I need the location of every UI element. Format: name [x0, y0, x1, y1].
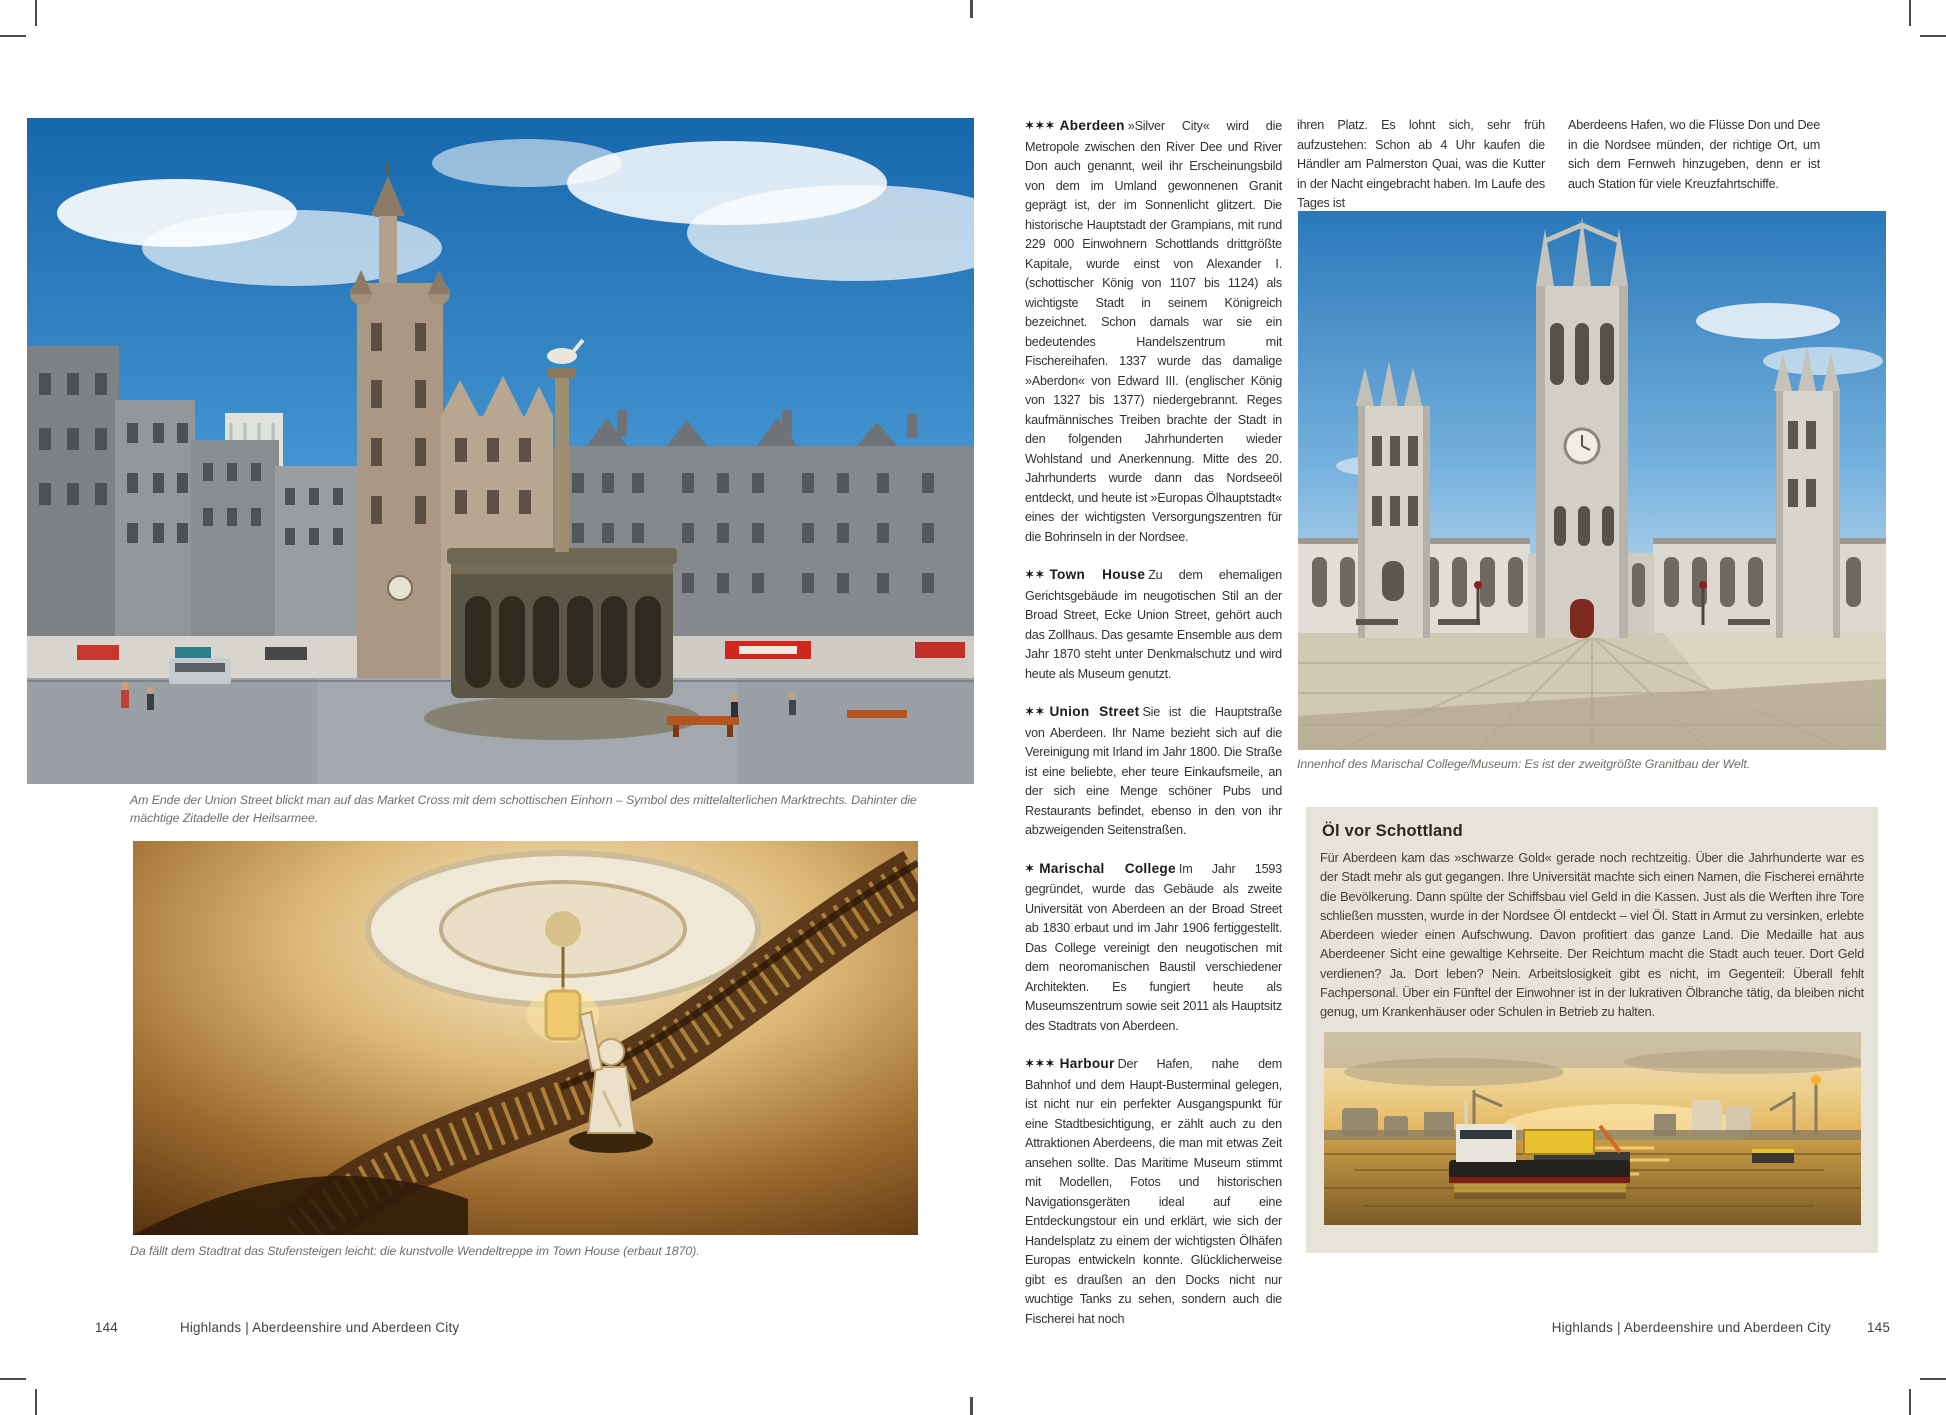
paragraph-harbour-continued: ihren Platz. Es lohnt sich, sehr früh aufzustehen: Schon ab 4 Uhr kaufen die Händler am Palmerston Quai, was die Kutter in der Nacht eingebracht haben. Im Laufe des Tages ist	[1297, 118, 1545, 210]
paragraph-marischal-college	[1025, 859, 1282, 1037]
paragraph-aberdeen	[1025, 116, 1282, 547]
page-number-left: 144	[95, 1320, 118, 1335]
crop-mark-bottom-left-h	[0, 1378, 26, 1380]
center-mark-bottom	[970, 1397, 973, 1415]
paragraph-text: Im Jahr 1593 gegründet, wurde das Gebäude als zweite Universität von Aberdeen an der Broad Street ab 1830 erbaut und im Jahr 1906 fertiggestellt. Das College vereinigt den neugotischen mit dem neoromanischen Baustil verschiedener Architekten. Es fungiert heute als Museumszentrum sowie seit 2011 als Hauptsitz des Stadtrats von Aberdeen.	[1025, 861, 1282, 1033]
market-cross-photo	[27, 118, 974, 784]
text-column-3	[1568, 116, 1820, 194]
page-number-right: 145	[1867, 1320, 1890, 1335]
crop-mark-top-left-v	[35, 0, 37, 26]
paragraph-union-street	[1025, 702, 1282, 841]
inline-heading-union-street: Union Street	[1049, 704, 1140, 719]
paragraph-text: Sie ist die Hauptstraße von Aberdeen. Ihr Name bezieht sich auf die Vereinigung mit Irland im Jahr 1800. Die Straße ist eine beliebte, eher teure Einkaufsmeile, an der sich eine Menge schöner Pubs und Restaurants befindet, ebenso in den von ihr abzweigenden Seitenstraßen.	[1025, 705, 1282, 837]
crop-mark-bottom-right-v	[1909, 1389, 1911, 1415]
rating-stars: ✶✶✶	[1025, 120, 1056, 132]
footer-right	[1552, 1320, 1890, 1335]
crop-mark-top-right-v	[1909, 0, 1911, 26]
inline-heading-marischal-college: Marischal College	[1039, 860, 1176, 876]
text-column-1	[1025, 116, 1282, 1329]
paragraph-text: »Silver City« wird die Metropole zwischen den River Dee und River Don auch genannt, weil ihr Erscheinungsbild von dem im Umland gewonnenen Granit geprägt ist, der im Sonnenlicht glitzert. Die historische Hauptstadt der Grampians, mit rund 229 000 Einwohnern Schottlands drittgrößte Kapitale, wurde einst von Alexander I. (schottischer König von 1107 bis 1124) als wichtigste Stadt in seinem Königreich bezeichnet. Schon damals war sie ein bedeutendes Handelszentrum mit Fischereihafen. 1337 wurde das damalige »Aberdon« von Edward III. (englischer König von 1327 bis 1377) niedergebrannt. Reges kaufmännisches Treiben brachte der Stadt in den folgenden Jahrhunderten wieder Wohlstand und Anerkennung. Mitte des 20. Jahrhunderts wurde dann das Nordseeöl entdeckt, und heute ist »Europas Ölhauptstadt« eines der wichtigsten Versorgungszentren für die Bohrinseln in der Nordsee.	[1025, 119, 1282, 544]
inline-heading-town-house: Town House	[1049, 567, 1146, 582]
marischal-caption: Innenhof des Marischal College/Museum: Es ist der zweitgrößte Granitbau der Welt.	[1297, 757, 1751, 771]
infobox-body: Für Aberdeen kam das »schwarze Gold« gerade noch rechtzeitig. Über die Jahrhunderte war es der Stadt mehr als gut gegangen. Ihre Universität machte sich einen Namen, die Fischerei ernährte die Bevölkerung. Dann spülte der Schiffsbau viel Geld in die Kassen. Just als die Werften ihre Tore schließen mussten, wurde in der Nordsee Öl entdeckt – viel Öl. Statt in Armut zu versinken, erlebte Aberdeen wieder einen Aufschwung. Davon profitiert das ganze Land. Die Medaille hat aus Aberdeener Sicht eine gewaltige Kehrseite. Der Reichtum macht die Stadt auch teuer. Dort Geld verdienen? Ja. Dort leben? Nein. Arbeitslosigkeit gibt es nicht, im Gegenteil: Überall fehlt Fachpersonal. Über ein Fünftel der Einwohner ist in der lukrativen Ölbranche tätig, da bleiben nicht genug, um Krankenhäuser oder Schulen in Betrieb zu halten.	[1320, 850, 1864, 1020]
infobox-oel-vor-schottland	[1306, 807, 1878, 1253]
crop-mark-top-right-h	[1920, 35, 1946, 37]
market-cross-caption: Am Ende der Union Street blickt man auf das Market Cross mit dem schottischen Einhorn – Symbol des mittelalterlichen Marktrechts. Dahinter die mächtige Zitadelle der Heilsarmee.	[130, 793, 917, 825]
text-column-2	[1297, 116, 1545, 214]
crop-mark-bottom-left-v	[35, 1389, 37, 1415]
crop-mark-bottom-right-h	[1920, 1378, 1946, 1380]
paragraph-harbour	[1025, 1054, 1282, 1329]
paragraph-text: Zu dem ehemaligen Gerichtsgebäude im neugotischen Stil an der Broad Street, Ecke Union Street, gehört auch das Zollhaus. Das gesamte Ensemble aus dem Jahr 1870 steht unter Denkmalschutz und wird heute als Museum genutzt.	[1025, 568, 1282, 681]
paragraph-town-house	[1025, 565, 1282, 684]
rating-stars: ✶✶	[1025, 706, 1046, 718]
marischal-college-photo	[1298, 211, 1886, 750]
crop-mark-top-left-h	[0, 35, 26, 37]
rating-stars: ✶	[1025, 862, 1036, 875]
footer-left	[95, 1320, 459, 1335]
running-head-right: Highlands | Aberdeenshire und Aberdeen City	[1551, 1320, 1832, 1335]
infobox-title: Öl vor Schottland	[1322, 822, 1463, 840]
running-head-left: Highlands | Aberdeenshire und Aberdeen City	[179, 1320, 460, 1335]
paragraph-text: Der Hafen, nahe dem Bahnhof und dem Haupt-Busterminal gelegen, ist nicht nur ein perfekter Ausgangspunkt für eine Stadtbesichtigung, er zählt auch zu den Attraktionen Aberdeens, die man mit etwas Zeit ansehen sollte. Das Maritime Museum stimmt mit Modellen, Fotos und historischen Navigationsgeräten ideal auf eine Entdeckungstour ein und erklärt, wie sich der Handelsplatz zu einem der wichtigsten Ölhäfen Europas entwickeln konnte. Glücklicherweise gibt es draußen an den Docks nicht nur wuchtige Tanks zu sehen, sondern auch die Fischerei hat noch	[1025, 1057, 1282, 1326]
staircase-caption: Da fällt dem Stadtrat das Stufensteigen leicht: die kunstvolle Wendeltreppe im Town House (erbaut 1870).	[130, 1244, 700, 1258]
paragraph-harbour-end: Aberdeens Hafen, wo die Flüsse Don und Dee in die Nordsee münden, der richtige Ort, um sich dem Fernweh hinzugeben, denn er ist auch Station für viele Kreuzfahrtschiffe.	[1568, 118, 1820, 191]
inline-heading-aberdeen: Aberdeen	[1059, 118, 1125, 133]
inline-heading-harbour: Harbour	[1059, 1056, 1115, 1071]
staircase-photo	[133, 841, 918, 1235]
center-mark-top	[970, 0, 973, 18]
rating-stars: ✶✶	[1025, 569, 1046, 581]
rating-stars: ✶✶✶	[1025, 1058, 1056, 1070]
harbour-sunset-photo	[1324, 1032, 1861, 1225]
